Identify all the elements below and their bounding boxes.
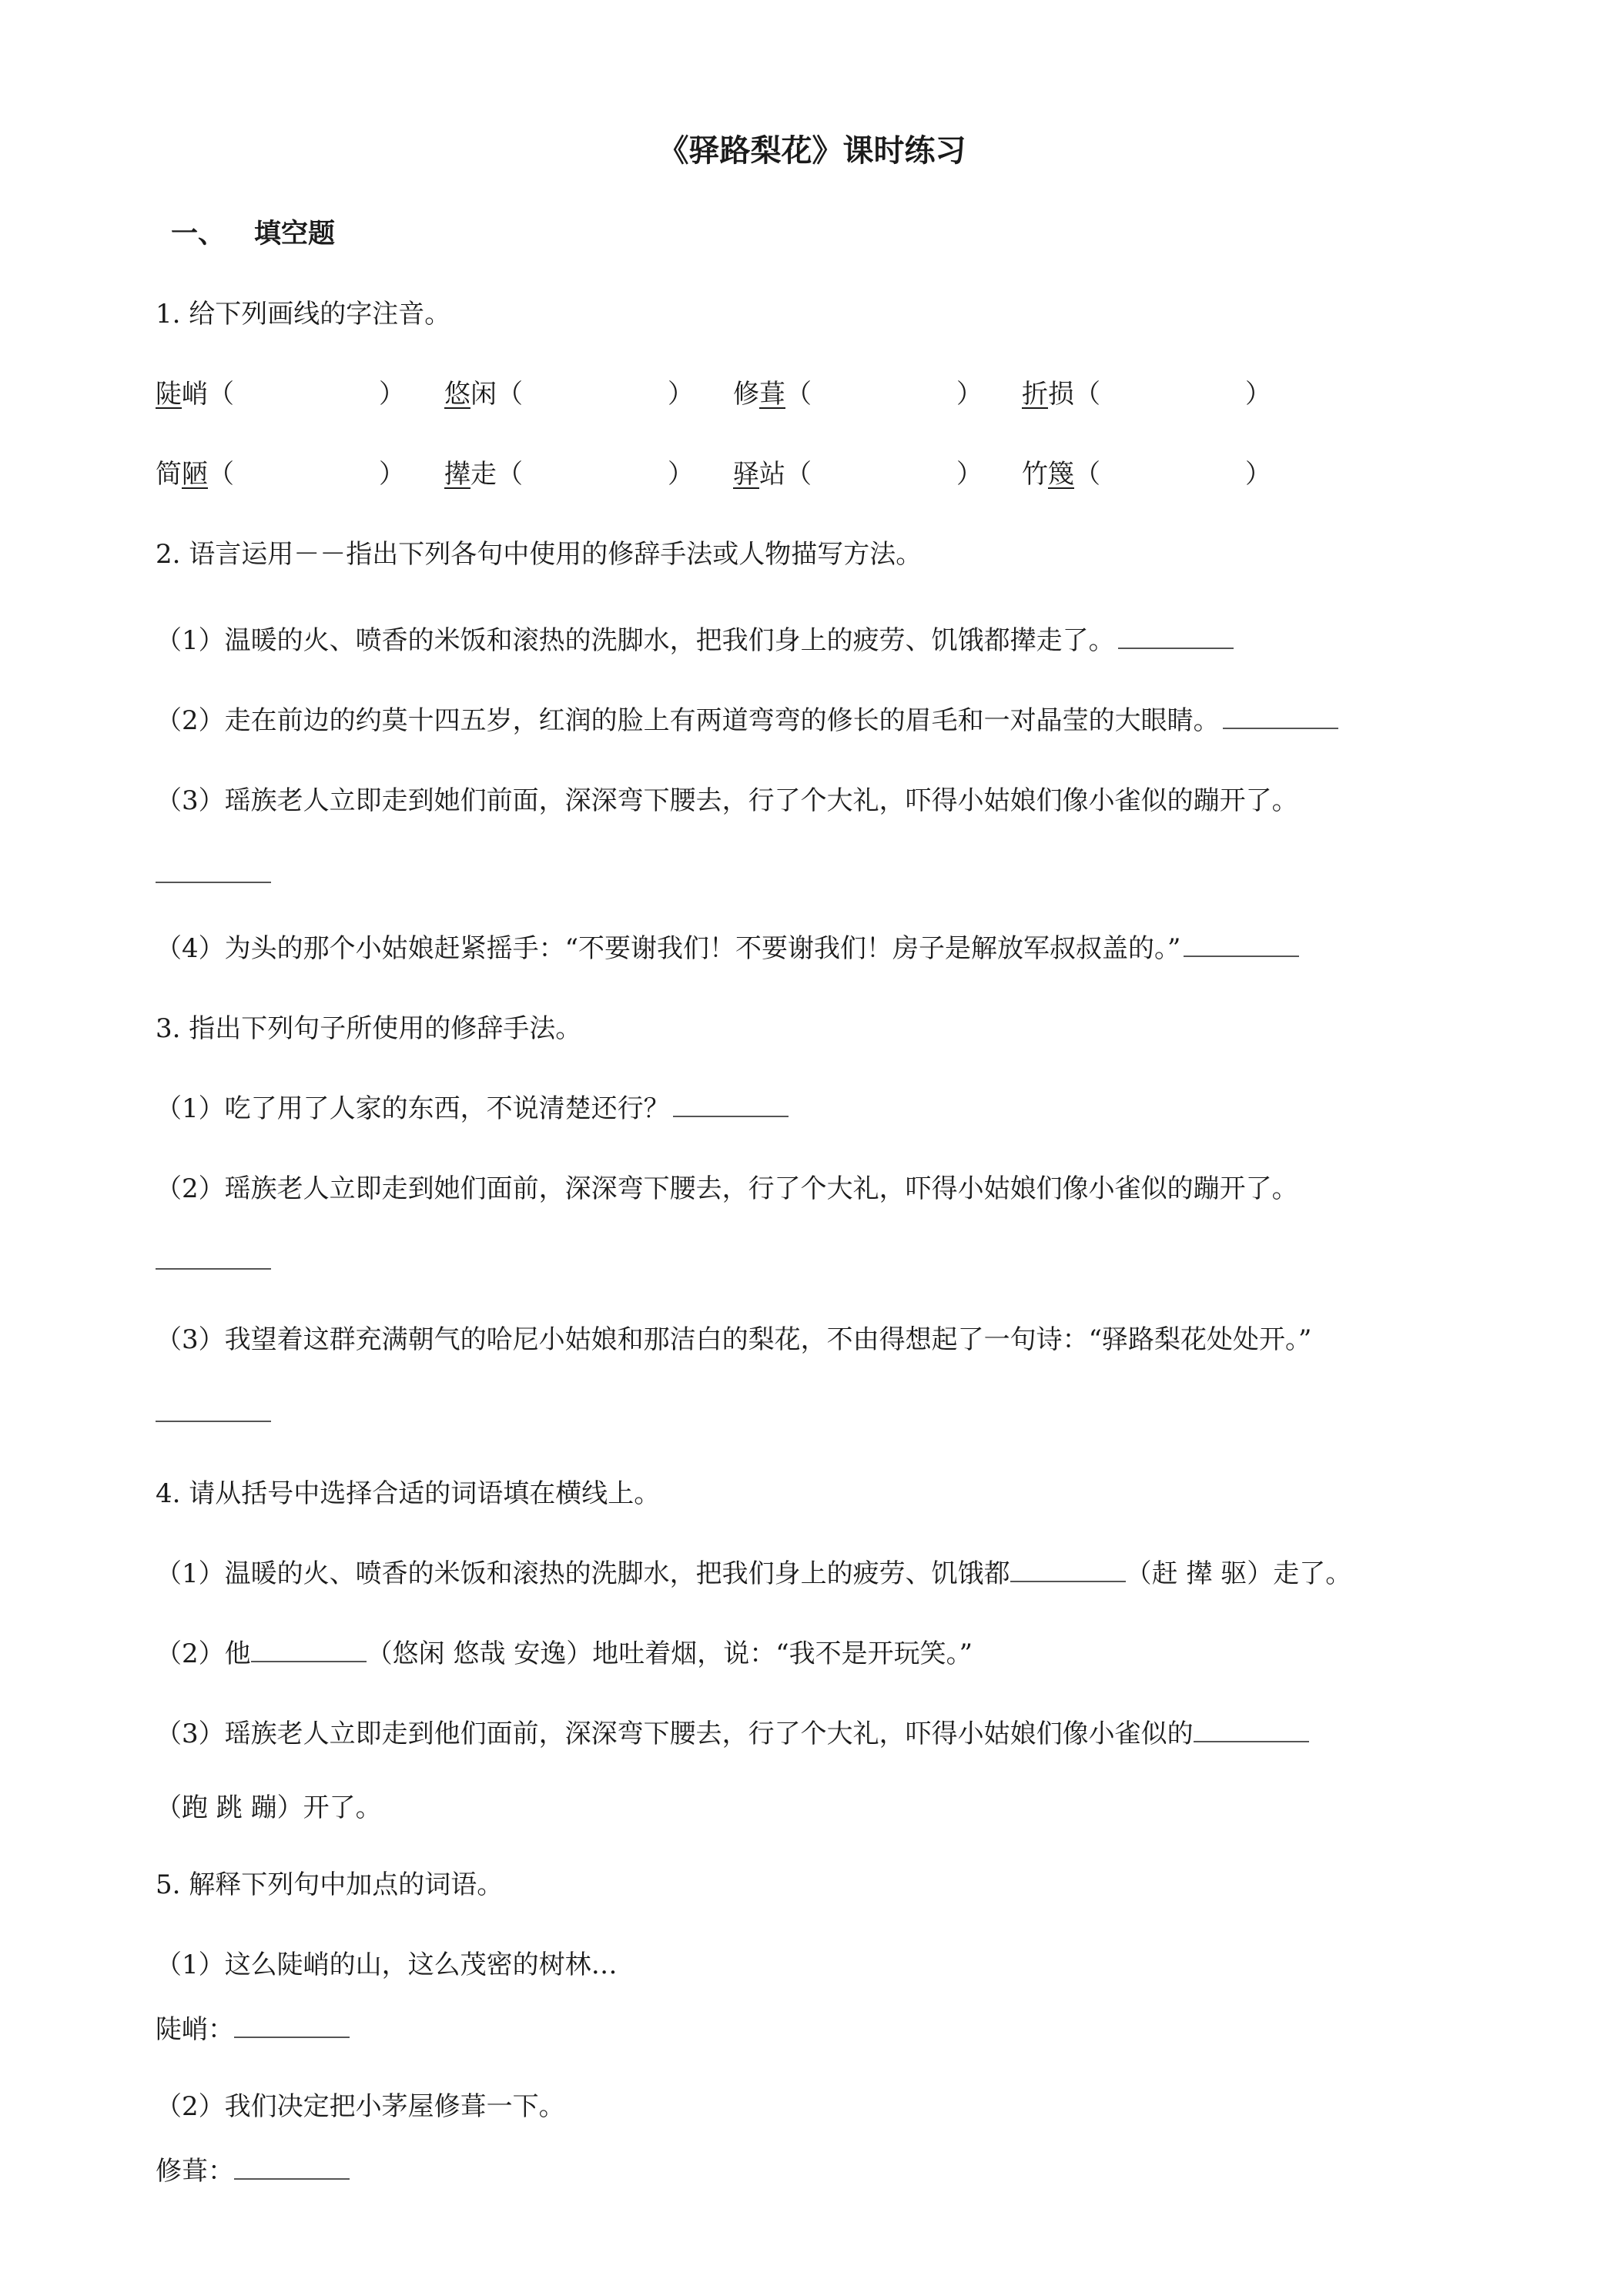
pinyin-item: 驿站（ ） <box>733 459 983 490</box>
answer-blank[interactable] <box>156 1419 271 1422</box>
pinyin-item: 折损（ ） <box>1022 379 1271 410</box>
question-2-item-3: （3）瑶族老人立即走到她们前面，深深弯下腰去，行了个大礼，吓得小姑娘们像小雀似的蹦开了。 <box>156 785 1298 816</box>
section-label: 填空题 <box>254 219 336 249</box>
answer-blank[interactable] <box>156 1267 271 1270</box>
pinyin-item: 简陋（ ） <box>156 459 405 490</box>
pinyin-item: 撵走（ ） <box>444 459 694 490</box>
pinyin-row-1 <box>156 376 1271 413</box>
question-2-item-4: （4）为头的那个小姑娘赶紧摇手：“不要谢我们！不要谢我们！房子是解放军叔叔盖的。” <box>156 930 1299 967</box>
pinyin-row-2 <box>156 456 1271 493</box>
question-4-item-3-options: （跑 跳 蹦）开了。 <box>156 1792 382 1823</box>
question-1-prompt: 1. 给下列画线的字注音。 <box>156 299 451 330</box>
pinyin-item: 竹篾（ ） <box>1022 459 1271 490</box>
answer-blank[interactable] <box>1118 646 1234 649</box>
pinyin-item: 陡峭（ ） <box>156 379 405 410</box>
question-4-prompt: 4. 请从括号中选择合适的词语填在横线上。 <box>156 1478 661 1509</box>
question-3-item-2: （2）瑶族老人立即走到她们面前，深深弯下腰去，行了个大礼，吓得小姑娘们像小雀似的蹦开了。 <box>156 1173 1298 1204</box>
question-5-item-1: （1）这么陡峭的山，这么茂密的树林… <box>156 1950 618 1980</box>
answer-blank[interactable] <box>234 2035 350 2038</box>
answer-blank[interactable] <box>251 1659 367 1662</box>
question-2-item-3-blank-line <box>156 856 271 893</box>
pinyin-item: 修葺（ ） <box>733 379 983 410</box>
question-5-item-2: （2）我们决定把小茅屋修葺一下。 <box>156 2091 565 2122</box>
answer-blank[interactable] <box>234 2177 350 2180</box>
question-2-prompt: 2. 语言运用－－指出下列各句中使用的修辞手法或人物描写方法。 <box>156 539 922 570</box>
question-2-item-1: （1）温暖的火、喷香的米饭和滚热的洗脚水，把我们身上的疲劳、饥饿都撵走了。 <box>156 622 1234 659</box>
question-4-item-2: （2）他 （悠闲 悠哉 安逸）地吐着烟，说：“我不是开玩笑。” <box>156 1638 973 1669</box>
answer-blank[interactable] <box>1194 1739 1309 1742</box>
question-5-answer-1: 陡峭： <box>156 2011 350 2048</box>
question-4-item-3: （3）瑶族老人立即走到他们面前，深深弯下腰去，行了个大礼，吓得小姑娘们像小雀似的 <box>156 1715 1309 1752</box>
question-2-item-2: （2）走在前边的约莫十四五岁，红润的脸上有两道弯弯的修长的眉毛和一对晶莹的大眼睛。 <box>156 702 1338 739</box>
question-3-prompt: 3. 指出下列句子所使用的修辞手法。 <box>156 1013 582 1044</box>
question-5-prompt: 5. 解释下列句中加点的词语。 <box>156 1869 504 1900</box>
question-3-item-2-blank-line <box>156 1243 271 1280</box>
pinyin-item: 悠闲（ ） <box>444 379 694 410</box>
answer-blank[interactable] <box>673 1114 789 1117</box>
answer-blank[interactable] <box>156 880 271 883</box>
answer-blank[interactable] <box>1223 726 1338 729</box>
question-3-item-3-blank-line <box>156 1395 271 1432</box>
question-3-item-1: （1）吃了用了人家的东西，不说清楚还行？ <box>156 1090 789 1127</box>
section-number: 一、 <box>171 219 226 249</box>
question-4-item-1: （1）温暖的火、喷香的米饭和滚热的洗脚水，把我们身上的疲劳、饥饿都 （赶 撵 驱）走了。 <box>156 1558 1352 1589</box>
question-3-item-3: （3）我望着这群充满朝气的哈尼小姑娘和那洁白的梨花，不由得想起了一句诗：“驿路梨花处处开。” <box>156 1324 1312 1355</box>
question-5-answer-2: 修葺： <box>156 2153 350 2190</box>
section-heading <box>171 216 335 253</box>
answer-blank[interactable] <box>1184 954 1299 957</box>
answer-blank[interactable] <box>1010 1579 1126 1582</box>
page-title: 《驿路梨花》课时练习 <box>658 133 966 169</box>
